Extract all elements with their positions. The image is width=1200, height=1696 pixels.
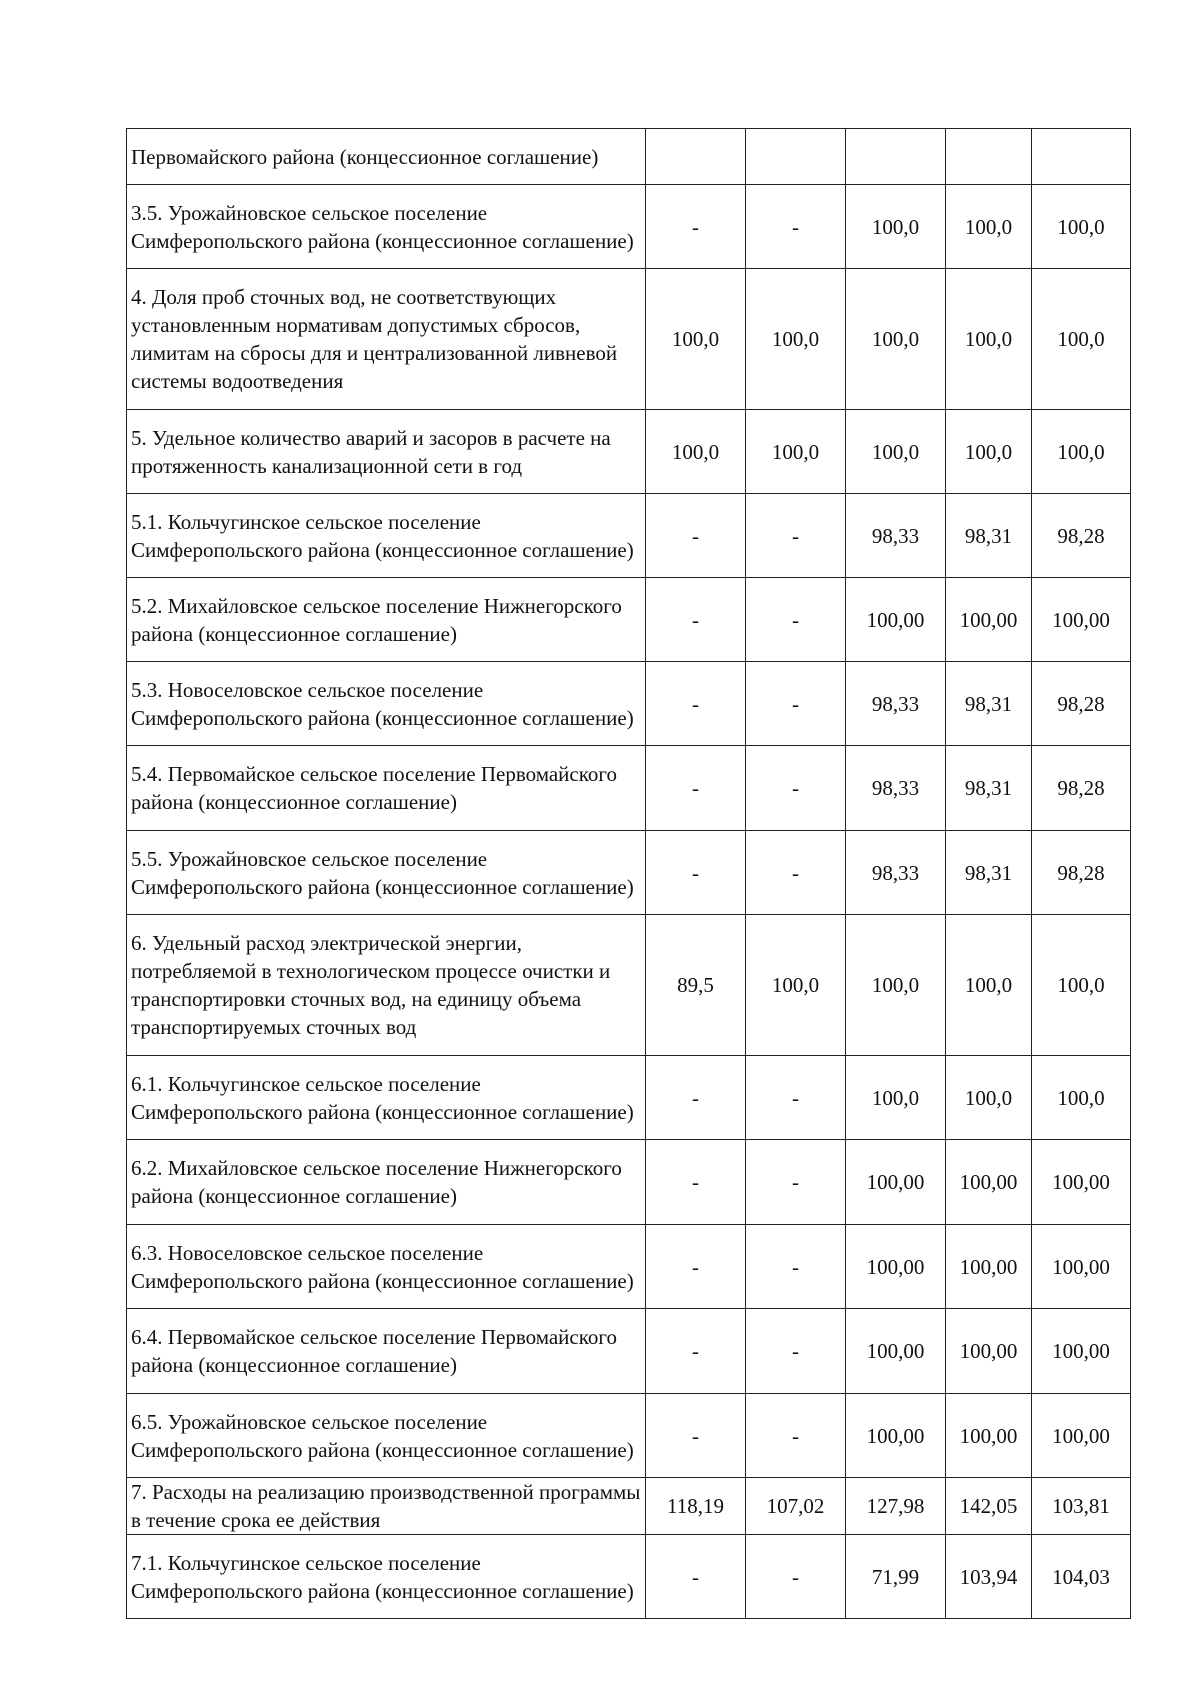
value-cell: - bbox=[646, 746, 746, 831]
value-cell: - bbox=[746, 1535, 846, 1619]
value-cell: - bbox=[746, 1056, 846, 1140]
value-cell: 71,99 bbox=[846, 1535, 946, 1619]
value-cell: 100,0 bbox=[846, 185, 946, 269]
value-cell: 100,00 bbox=[846, 1309, 946, 1394]
row-description: 5.4. Первомайское сельское поселение Первомайского района (концессионное соглашение) bbox=[127, 746, 646, 831]
value-cell: 100,00 bbox=[946, 1225, 1032, 1309]
value-cell: 100,0 bbox=[846, 410, 946, 494]
value-cell bbox=[646, 129, 746, 185]
indicators-table bbox=[126, 128, 1131, 1619]
value-cell: 100,0 bbox=[746, 410, 846, 494]
value-cell: - bbox=[646, 1309, 746, 1394]
value-cell: - bbox=[746, 578, 846, 662]
value-cell: 100,00 bbox=[946, 1309, 1032, 1394]
row-description: 5.5. Урожайновское сельское поселение Симферопольского района (концессионное соглашение) bbox=[127, 831, 646, 915]
table-row bbox=[127, 1140, 1131, 1225]
value-cell bbox=[1032, 129, 1131, 185]
value-cell: - bbox=[646, 662, 746, 746]
value-cell: - bbox=[746, 831, 846, 915]
value-cell: - bbox=[746, 746, 846, 831]
table-row bbox=[127, 662, 1131, 746]
table-row bbox=[127, 1309, 1131, 1394]
value-cell: 100,0 bbox=[1032, 269, 1131, 410]
value-cell: 100,00 bbox=[946, 1140, 1032, 1225]
row-description: 7. Расходы на реализацию производственной программы в течение срока ее действия bbox=[127, 1478, 646, 1535]
value-cell: 103,94 bbox=[946, 1535, 1032, 1619]
value-cell: 100,0 bbox=[646, 410, 746, 494]
value-cell: 100,00 bbox=[946, 578, 1032, 662]
value-cell: 100,0 bbox=[946, 410, 1032, 494]
table-row bbox=[127, 578, 1131, 662]
value-cell: 100,00 bbox=[846, 1225, 946, 1309]
value-cell: 98,31 bbox=[946, 662, 1032, 746]
value-cell: 100,00 bbox=[1032, 1140, 1131, 1225]
table-row bbox=[127, 185, 1131, 269]
value-cell: - bbox=[646, 1225, 746, 1309]
value-cell: - bbox=[646, 1056, 746, 1140]
value-cell: 100,00 bbox=[1032, 1225, 1131, 1309]
value-cell: 100,00 bbox=[1032, 1309, 1131, 1394]
value-cell: 103,81 bbox=[1032, 1478, 1131, 1535]
value-cell: 100,0 bbox=[646, 269, 746, 410]
row-description: 6.2. Михайловское сельское поселение Нижнегорского района (концессионное соглашение) bbox=[127, 1140, 646, 1225]
value-cell: 98,33 bbox=[846, 831, 946, 915]
value-cell: 98,28 bbox=[1032, 494, 1131, 578]
value-cell: 100,00 bbox=[1032, 1394, 1131, 1478]
value-cell: - bbox=[646, 578, 746, 662]
table-row bbox=[127, 1535, 1131, 1619]
row-description: Первомайского района (концессионное соглашение) bbox=[127, 129, 646, 185]
value-cell: - bbox=[746, 1309, 846, 1394]
value-cell: 100,0 bbox=[946, 915, 1032, 1056]
value-cell: 100,0 bbox=[846, 1056, 946, 1140]
value-cell: - bbox=[646, 831, 746, 915]
value-cell: - bbox=[746, 662, 846, 746]
value-cell: 100,00 bbox=[846, 1140, 946, 1225]
table-row bbox=[127, 746, 1131, 831]
value-cell: 98,28 bbox=[1032, 831, 1131, 915]
table-row bbox=[127, 1056, 1131, 1140]
row-description: 7.1. Кольчугинское сельское поселение Симферопольского района (концессионное соглашение) bbox=[127, 1535, 646, 1619]
value-cell: - bbox=[746, 1140, 846, 1225]
table-row bbox=[127, 831, 1131, 915]
value-cell: 100,0 bbox=[746, 269, 846, 410]
table-row bbox=[127, 915, 1131, 1056]
value-cell: - bbox=[646, 1535, 746, 1619]
table-row bbox=[127, 1394, 1131, 1478]
value-cell: 98,31 bbox=[946, 831, 1032, 915]
table-row bbox=[127, 1225, 1131, 1309]
value-cell: 100,0 bbox=[746, 915, 846, 1056]
value-cell: 98,31 bbox=[946, 494, 1032, 578]
value-cell: 100,00 bbox=[946, 1394, 1032, 1478]
value-cell: 100,00 bbox=[1032, 578, 1131, 662]
row-description: 6.3. Новоселовское сельское поселение Симферопольского района (концессионное соглашение) bbox=[127, 1225, 646, 1309]
value-cell: - bbox=[746, 494, 846, 578]
value-cell: 98,33 bbox=[846, 494, 946, 578]
row-description: 5.3. Новоселовское сельское поселение Симферопольского района (концессионное соглашение) bbox=[127, 662, 646, 746]
table-row bbox=[127, 410, 1131, 494]
value-cell: 100,00 bbox=[846, 1394, 946, 1478]
row-description: 5.2. Михайловское сельское поселение Нижнегорского района (концессионное соглашение) bbox=[127, 578, 646, 662]
value-cell: 98,31 bbox=[946, 746, 1032, 831]
value-cell: 98,33 bbox=[846, 746, 946, 831]
value-cell: 89,5 bbox=[646, 915, 746, 1056]
value-cell: 98,33 bbox=[846, 662, 946, 746]
value-cell: - bbox=[746, 1225, 846, 1309]
value-cell: 142,05 bbox=[946, 1478, 1032, 1535]
row-description: 6.4. Первомайское сельское поселение Первомайского района (концессионное соглашение) bbox=[127, 1309, 646, 1394]
value-cell: 100,0 bbox=[946, 1056, 1032, 1140]
value-cell: 100,00 bbox=[846, 578, 946, 662]
value-cell: 100,0 bbox=[846, 269, 946, 410]
value-cell bbox=[846, 129, 946, 185]
row-description: 6.1. Кольчугинское сельское поселение Симферопольского района (концессионное соглашение) bbox=[127, 1056, 646, 1140]
table-row bbox=[127, 129, 1131, 185]
row-description: 4. Доля проб сточных вод, не соответствующих установленным нормативам допустимых сбросов, лимитам на сбросы для и централизованной ливневой системы водоотведения bbox=[127, 269, 646, 410]
value-cell: - bbox=[646, 1394, 746, 1478]
row-description: 6.5. Урожайновское сельское поселение Симферопольского района (концессионное соглашение) bbox=[127, 1394, 646, 1478]
value-cell: 127,98 bbox=[846, 1478, 946, 1535]
value-cell: - bbox=[746, 185, 846, 269]
row-description: 3.5. Урожайновское сельское поселение Симферопольского района (концессионное соглашение) bbox=[127, 185, 646, 269]
value-cell: 118,19 bbox=[646, 1478, 746, 1535]
row-description: 5. Удельное количество аварий и засоров в расчете на протяженность канализационной сети в год bbox=[127, 410, 646, 494]
value-cell: - bbox=[746, 1394, 846, 1478]
value-cell bbox=[946, 129, 1032, 185]
value-cell: 100,0 bbox=[1032, 1056, 1131, 1140]
value-cell: 107,02 bbox=[746, 1478, 846, 1535]
table-row bbox=[127, 269, 1131, 410]
value-cell: - bbox=[646, 1140, 746, 1225]
value-cell: - bbox=[646, 185, 746, 269]
value-cell: 100,0 bbox=[846, 915, 946, 1056]
value-cell: 98,28 bbox=[1032, 746, 1131, 831]
value-cell: 100,0 bbox=[946, 269, 1032, 410]
value-cell: 100,0 bbox=[1032, 185, 1131, 269]
row-description: 6. Удельный расход электрической энергии, потребляемой в технологическом процессе очистки и транспортировки сточных вод, на единицу объема транспортируемых сточных вод bbox=[127, 915, 646, 1056]
row-description: 5.1. Кольчугинское сельское поселение Симферопольского района (концессионное соглашение) bbox=[127, 494, 646, 578]
value-cell bbox=[746, 129, 846, 185]
table-row bbox=[127, 494, 1131, 578]
value-cell: 100,0 bbox=[1032, 915, 1131, 1056]
value-cell: 100,0 bbox=[946, 185, 1032, 269]
value-cell: 104,03 bbox=[1032, 1535, 1131, 1619]
value-cell: - bbox=[646, 494, 746, 578]
value-cell: 100,0 bbox=[1032, 410, 1131, 494]
table-row bbox=[127, 1478, 1131, 1535]
value-cell: 98,28 bbox=[1032, 662, 1131, 746]
